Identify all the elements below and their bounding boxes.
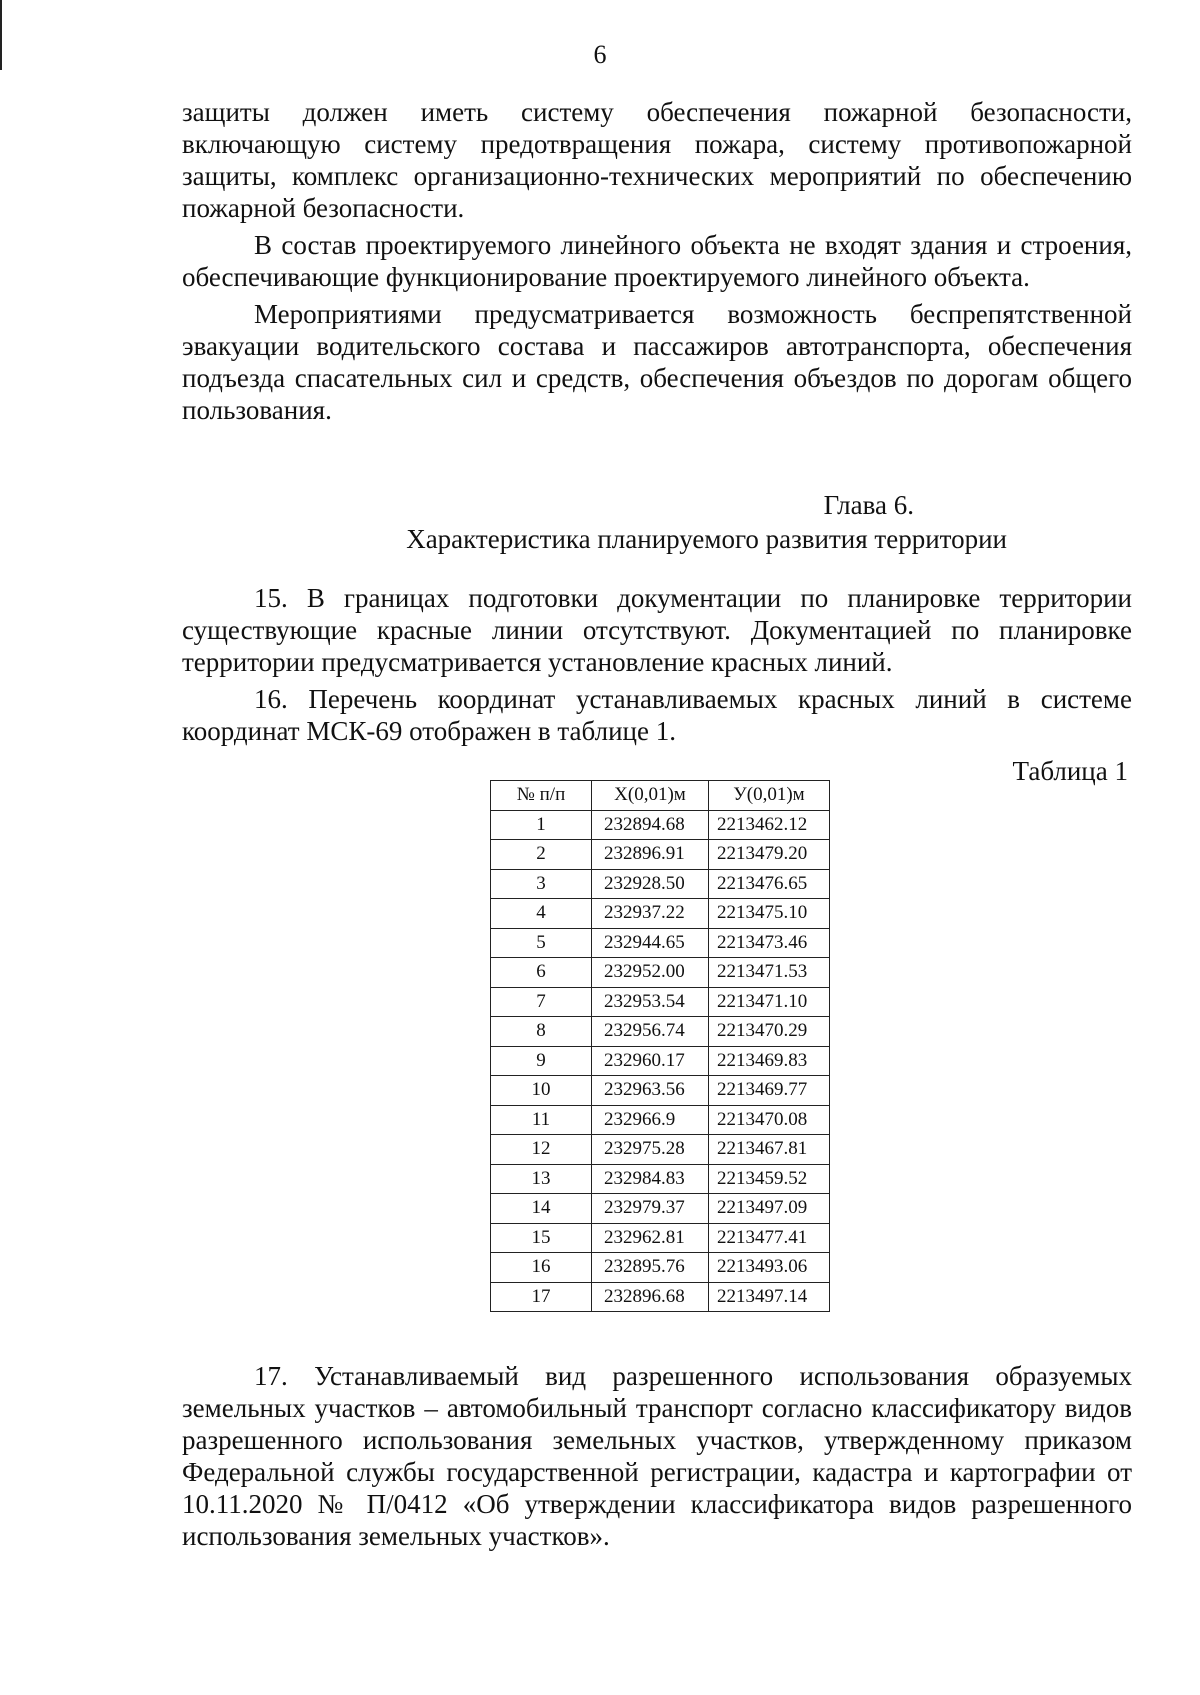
- cell-y: 2213471.53: [709, 958, 830, 988]
- table-row: [491, 1105, 830, 1135]
- header-x: X(0,01)м: [592, 781, 709, 811]
- cell-x: 232984.83: [592, 1164, 709, 1194]
- table-row: [491, 840, 830, 870]
- cell-number: 16: [491, 1253, 592, 1283]
- cell-x: 232928.50: [592, 869, 709, 899]
- table-row: [491, 958, 830, 988]
- table-header-row: [491, 781, 830, 811]
- table-row: [491, 1017, 830, 1047]
- cell-number: 14: [491, 1194, 592, 1224]
- cell-x: 232952.00: [592, 958, 709, 988]
- cell-x: 232963.56: [592, 1076, 709, 1106]
- red-lines-text: [182, 582, 1132, 752]
- table-row: [491, 987, 830, 1017]
- cell-number: 10: [491, 1076, 592, 1106]
- cell-number: 11: [491, 1105, 592, 1135]
- table-row: [491, 1194, 830, 1224]
- cell-number: 6: [491, 958, 592, 988]
- cell-x: 232896.91: [592, 840, 709, 870]
- cell-y: 2213493.06: [709, 1253, 830, 1283]
- cell-y: 2213497.14: [709, 1282, 830, 1312]
- table-row: [491, 1046, 830, 1076]
- cell-y: 2213470.08: [709, 1105, 830, 1135]
- cell-number: 12: [491, 1135, 592, 1165]
- cell-x: 232962.81: [592, 1223, 709, 1253]
- cell-x: 232960.17: [592, 1046, 709, 1076]
- paragraph-15: 15. В границах подготовки документации по планировке территории существующие красные линии отсутствуют. Документацией по планировке территории предусматривается установление красных линий.: [182, 583, 1132, 677]
- table-body: [491, 810, 830, 1312]
- cell-y: 2213477.41: [709, 1223, 830, 1253]
- table-row: [491, 1282, 830, 1312]
- table-row: [491, 1164, 830, 1194]
- cell-x: 232896.68: [592, 1282, 709, 1312]
- cell-x: 232894.68: [592, 810, 709, 840]
- intro-text: [182, 96, 1132, 431]
- cell-y: 2213470.29: [709, 1017, 830, 1047]
- cell-y: 2213462.12: [709, 810, 830, 840]
- cell-x: 232979.37: [592, 1194, 709, 1224]
- cell-number: 8: [491, 1017, 592, 1047]
- cell-y: 2213469.83: [709, 1046, 830, 1076]
- table-row: [491, 1135, 830, 1165]
- cell-number: 7: [491, 987, 592, 1017]
- coordinates-table: [490, 780, 830, 1312]
- table-row: [491, 810, 830, 840]
- paragraph-buildings: В состав проектируемого линейного объекта не входят здания и строения, обеспечивающие функционирование проектируемого линейного объекта.: [182, 230, 1132, 292]
- paragraph-evacuation: Мероприятиями предусматривается возможность беспрепятственной эвакуации водительского состава и пассажиров автотранспорта, обеспечения подъезда спасательных сил и средств, обеспечения объездов по дорогам общего пользования.: [182, 299, 1132, 425]
- cell-number: 15: [491, 1223, 592, 1253]
- cell-y: 2213469.77: [709, 1076, 830, 1106]
- header-number: № п/п: [491, 781, 592, 811]
- cell-x: 232953.54: [592, 987, 709, 1017]
- table-row: [491, 1253, 830, 1283]
- cell-number: 17: [491, 1282, 592, 1312]
- paragraph-fire-safety: защиты должен иметь систему обеспечения пожарной безопасности, включающую систему предотвращения пожара, систему противопожарной защиты, комплекс организационно-технических мероприятий по обеспечению пожарной безопасности.: [182, 97, 1132, 223]
- paragraph-16: 16. Перечень координат устанавливаемых красных линий в системе координат МСК-69 отображен в таблице 1.: [182, 684, 1132, 746]
- cell-y: 2213476.65: [709, 869, 830, 899]
- chapter-number: Глава 6.: [823, 490, 914, 520]
- table-row: [491, 899, 830, 929]
- cell-x: 232944.65: [592, 928, 709, 958]
- cell-x: 232966.9: [592, 1105, 709, 1135]
- page-number: 6: [593, 40, 607, 69]
- paragraph-17: 17. Устанавливаемый вид разрешенного использования образуемых земельных участков – автомобильный транспорт согласно классификатору видов разрешенного использования земельных участков, утвержденному приказом Федеральной службы государственной регистрации, кадастра и картографии от 10.11.2020 № П/0412 «Об утверждении классификатора видов разрешенного использования земельных участков».: [182, 1361, 1132, 1551]
- cell-x: 232937.22: [592, 899, 709, 929]
- land-use-text: [182, 1360, 1132, 1557]
- cell-y: 2213475.10: [709, 899, 830, 929]
- table-row: [491, 869, 830, 899]
- cell-x: 232895.76: [592, 1253, 709, 1283]
- cell-number: 3: [491, 869, 592, 899]
- chapter-title: Характеристика планируемого развития территории: [406, 524, 1007, 554]
- cell-y: 2213471.10: [709, 987, 830, 1017]
- table-row: [491, 1076, 830, 1106]
- table-caption: Таблица 1: [1012, 756, 1128, 786]
- cell-number: 1: [491, 810, 592, 840]
- cell-x: 232956.74: [592, 1017, 709, 1047]
- cell-number: 4: [491, 899, 592, 929]
- cell-y: 2213459.52: [709, 1164, 830, 1194]
- table-row: [491, 928, 830, 958]
- cell-y: 2213497.09: [709, 1194, 830, 1224]
- cell-number: 9: [491, 1046, 592, 1076]
- header-y: У(0,01)м: [709, 781, 830, 811]
- cell-x: 232975.28: [592, 1135, 709, 1165]
- cell-number: 5: [491, 928, 592, 958]
- table-row: [491, 1223, 830, 1253]
- cell-y: 2213473.46: [709, 928, 830, 958]
- cell-y: 2213479.20: [709, 840, 830, 870]
- cell-number: 2: [491, 840, 592, 870]
- cell-number: 13: [491, 1164, 592, 1194]
- cell-y: 2213467.81: [709, 1135, 830, 1165]
- chapter-heading: [182, 488, 1132, 556]
